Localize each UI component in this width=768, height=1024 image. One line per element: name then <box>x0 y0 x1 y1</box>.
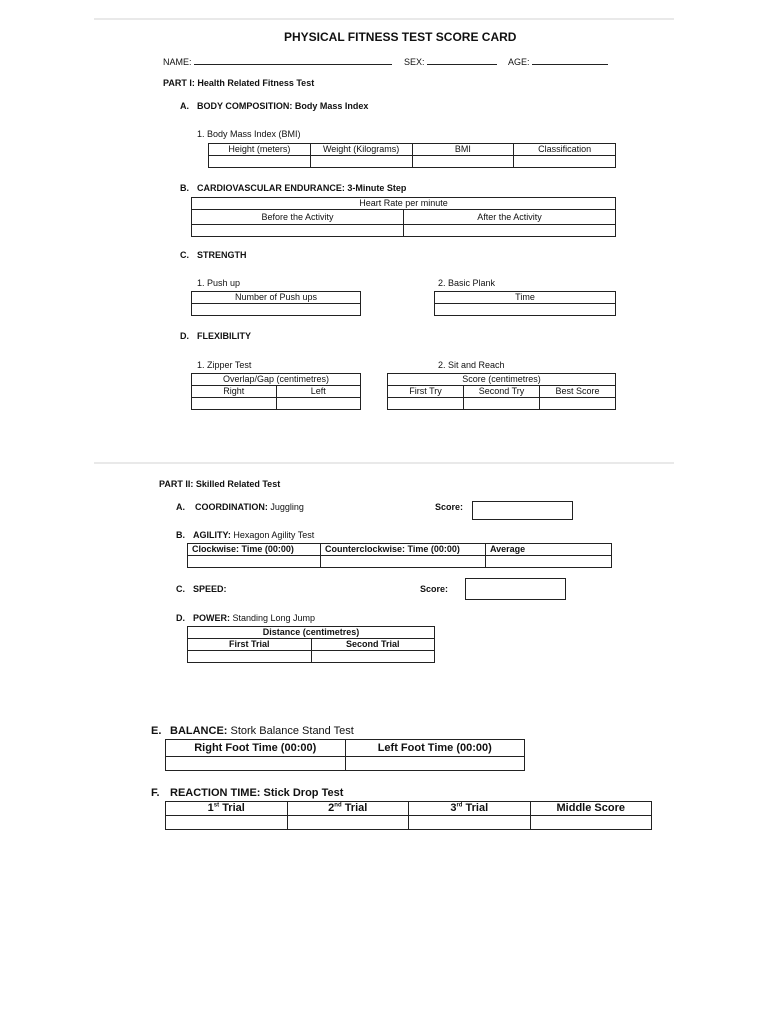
col-pushups: Number of Push ups <box>192 292 361 304</box>
table-row[interactable] <box>388 398 616 410</box>
power-rest: Standing Long Jump <box>230 613 316 623</box>
age-field[interactable] <box>508 56 608 68</box>
col-clockwise: Clockwise: Time (00:00) <box>188 544 321 556</box>
second-try-cell[interactable] <box>464 398 540 410</box>
part2-c-letter: C. <box>176 584 185 594</box>
table-header-row <box>166 740 525 757</box>
power-label <box>193 613 315 624</box>
table-header-row <box>435 292 616 304</box>
col-average: Average <box>486 544 612 556</box>
pushup-item: 1. Push up <box>197 278 241 288</box>
table-header-row <box>192 198 616 210</box>
col-after: After the Activity <box>404 210 616 225</box>
col-right-foot: Right Foot Time (00:00) <box>166 740 346 757</box>
table-header-row <box>188 639 435 651</box>
sex-blank[interactable] <box>427 56 497 65</box>
table-row[interactable] <box>188 651 435 663</box>
coordination-label <box>195 502 304 513</box>
plank-item: 2. Basic Plank <box>438 278 496 288</box>
pushups-cell[interactable] <box>192 304 361 316</box>
trial-3-word: Trial <box>462 802 489 814</box>
reaction-label <box>170 787 343 800</box>
table-row[interactable] <box>166 816 652 830</box>
table-row[interactable] <box>192 304 361 316</box>
first-trial-cell[interactable] <box>188 651 312 663</box>
trial-3-sup: rd <box>456 802 463 809</box>
reaction-bold: REACTION TIME: <box>170 787 261 799</box>
table-header-row <box>388 386 616 398</box>
balance-bold: BALANCE: <box>170 725 228 737</box>
name-blank[interactable] <box>194 56 392 65</box>
trial-1-sup: st <box>213 802 220 809</box>
table-header-row <box>388 374 616 386</box>
power-bold: POWER: <box>193 613 230 623</box>
col-left: Left <box>276 386 361 398</box>
score-group: Score (centimetres) <box>388 374 616 386</box>
table-header-row <box>192 374 361 386</box>
table-row[interactable] <box>209 156 616 168</box>
trial-1-num: 1 <box>207 802 214 814</box>
table-header-row <box>188 544 612 556</box>
col-before: Before the Activity <box>192 210 404 225</box>
col-second-try: Second Try <box>464 386 540 398</box>
agility-label <box>193 530 314 541</box>
table-row[interactable] <box>192 225 616 237</box>
balance-rest: Stork Balance Stand Test <box>227 725 354 737</box>
agility-rest: Hexagon Agility Test <box>230 530 315 540</box>
agility-table <box>187 543 612 568</box>
distance-group: Distance (centimetres) <box>188 627 435 639</box>
heart-rate-group: Heart Rate per minute <box>192 198 616 210</box>
part2-heading: PART II: Skilled Related Test <box>159 479 281 489</box>
first-try-cell[interactable] <box>388 398 464 410</box>
part1-a-letter: A. <box>180 101 189 111</box>
left-foot-cell[interactable] <box>345 757 525 771</box>
part2-a-letter: A. <box>176 502 185 512</box>
table-header-row <box>166 802 652 816</box>
col-counterclockwise: Counterclockwise: Time (00:00) <box>321 544 486 556</box>
balance-label <box>170 725 354 738</box>
counterclockwise-cell[interactable] <box>321 556 486 568</box>
coordination-rest: Juggling <box>267 502 304 512</box>
second-trial-cell[interactable] <box>311 651 435 663</box>
part1-c-heading: STRENGTH <box>197 250 247 260</box>
bmi-item: 1. Body Mass Index (BMI) <box>197 129 301 139</box>
speed-score-box[interactable] <box>465 578 566 600</box>
table-header-row <box>192 210 616 225</box>
part2-e-letter: E. <box>151 725 162 737</box>
col-trial-2 <box>287 802 409 816</box>
part1-d-letter: D. <box>180 331 189 341</box>
trial-2-sup: nd <box>334 802 342 809</box>
part1-b-heading: CARDIOVASCULAR ENDURANCE: 3-Minute Step <box>197 183 407 193</box>
col-trial-1 <box>166 802 288 816</box>
right-foot-cell[interactable] <box>166 757 346 771</box>
trial-1-cell[interactable] <box>166 816 288 830</box>
speed-label: SPEED: <box>193 584 227 594</box>
reaction-table <box>165 801 652 830</box>
table-header-row <box>188 627 435 639</box>
average-cell[interactable] <box>486 556 612 568</box>
best-score-cell[interactable] <box>540 398 616 410</box>
weight-cell[interactable] <box>310 156 412 168</box>
col-right: Right <box>192 386 277 398</box>
col-second-trial: Second Trial <box>311 639 435 651</box>
coordination-bold: COORDINATION: <box>195 502 268 512</box>
name-field[interactable] <box>163 56 392 68</box>
col-weight: Weight (Kilograms) <box>310 144 412 156</box>
col-left-foot: Left Foot Time (00:00) <box>345 740 525 757</box>
power-table <box>187 626 435 663</box>
trial-2-num: 2 <box>328 802 335 814</box>
part1-a-heading: BODY COMPOSITION: Body Mass Index <box>197 101 369 111</box>
before-cell[interactable] <box>192 225 404 237</box>
middle-score-cell[interactable] <box>530 816 652 830</box>
page-divider <box>94 462 674 464</box>
col-trial-3 <box>409 802 531 816</box>
name-label: NAME: <box>163 57 192 67</box>
trial-3-num: 3 <box>450 802 457 814</box>
col-bmi: BMI <box>412 144 514 156</box>
part1-d-heading: FLEXIBILITY <box>197 331 251 341</box>
table-row[interactable] <box>166 757 525 771</box>
balance-table <box>165 739 525 771</box>
plank-time-cell[interactable] <box>435 304 616 316</box>
bmi-table <box>208 143 616 168</box>
left-cell[interactable] <box>276 398 361 410</box>
right-cell[interactable] <box>192 398 277 410</box>
col-height: Height (meters) <box>209 144 311 156</box>
clockwise-cell[interactable] <box>188 556 321 568</box>
classification-cell[interactable] <box>514 156 616 168</box>
overlap-group: Overlap/Gap (centimetres) <box>192 374 361 386</box>
part2-b-letter: B. <box>176 530 185 540</box>
part2-f-letter: F. <box>151 787 160 799</box>
coordination-score-label: Score: <box>435 502 464 512</box>
sex-label: SEX: <box>404 57 425 67</box>
col-first-trial: First Trial <box>188 639 312 651</box>
zipper-table <box>191 373 361 410</box>
age-label: AGE: <box>508 57 530 67</box>
trial-2-word: Trial <box>341 802 368 814</box>
bmi-cell[interactable] <box>412 156 514 168</box>
cardio-table <box>191 197 616 237</box>
table-row[interactable] <box>435 304 616 316</box>
col-first-try: First Try <box>388 386 464 398</box>
trial-1-word: Trial <box>219 802 245 814</box>
sex-field[interactable] <box>404 56 497 68</box>
part1-b-letter: B. <box>180 183 189 193</box>
table-row[interactable] <box>192 398 361 410</box>
sit-reach-item: 2. Sit and Reach <box>438 360 505 370</box>
height-cell[interactable] <box>209 156 311 168</box>
col-middle-score: Middle Score <box>530 802 652 816</box>
trial-2-cell[interactable] <box>287 816 409 830</box>
page-title: PHYSICAL FITNESS TEST SCORE CARD <box>284 30 517 44</box>
reaction-rest: Stick Drop Test <box>260 787 344 799</box>
col-classification: Classification <box>514 144 616 156</box>
table-header-row <box>192 386 361 398</box>
table-row[interactable] <box>188 556 612 568</box>
sit-reach-table <box>387 373 616 410</box>
col-best-score: Best Score <box>540 386 616 398</box>
col-time: Time <box>435 292 616 304</box>
zipper-item: 1. Zipper Test <box>197 360 252 370</box>
agility-bold: AGILITY: <box>193 530 231 540</box>
part1-c-letter: C. <box>180 250 189 260</box>
age-blank[interactable] <box>532 56 608 65</box>
speed-score-label: Score: <box>420 584 449 594</box>
part2-d-letter: D. <box>176 613 185 623</box>
plank-table <box>434 291 616 316</box>
after-cell[interactable] <box>404 225 616 237</box>
coordination-score-box[interactable] <box>472 501 573 520</box>
top-divider <box>94 18 674 20</box>
part1-heading: PART I: Health Related Fitness Test <box>163 78 315 88</box>
trial-3-cell[interactable] <box>409 816 531 830</box>
pushup-table <box>191 291 361 316</box>
table-header-row <box>209 144 616 156</box>
table-header-row <box>192 292 361 304</box>
